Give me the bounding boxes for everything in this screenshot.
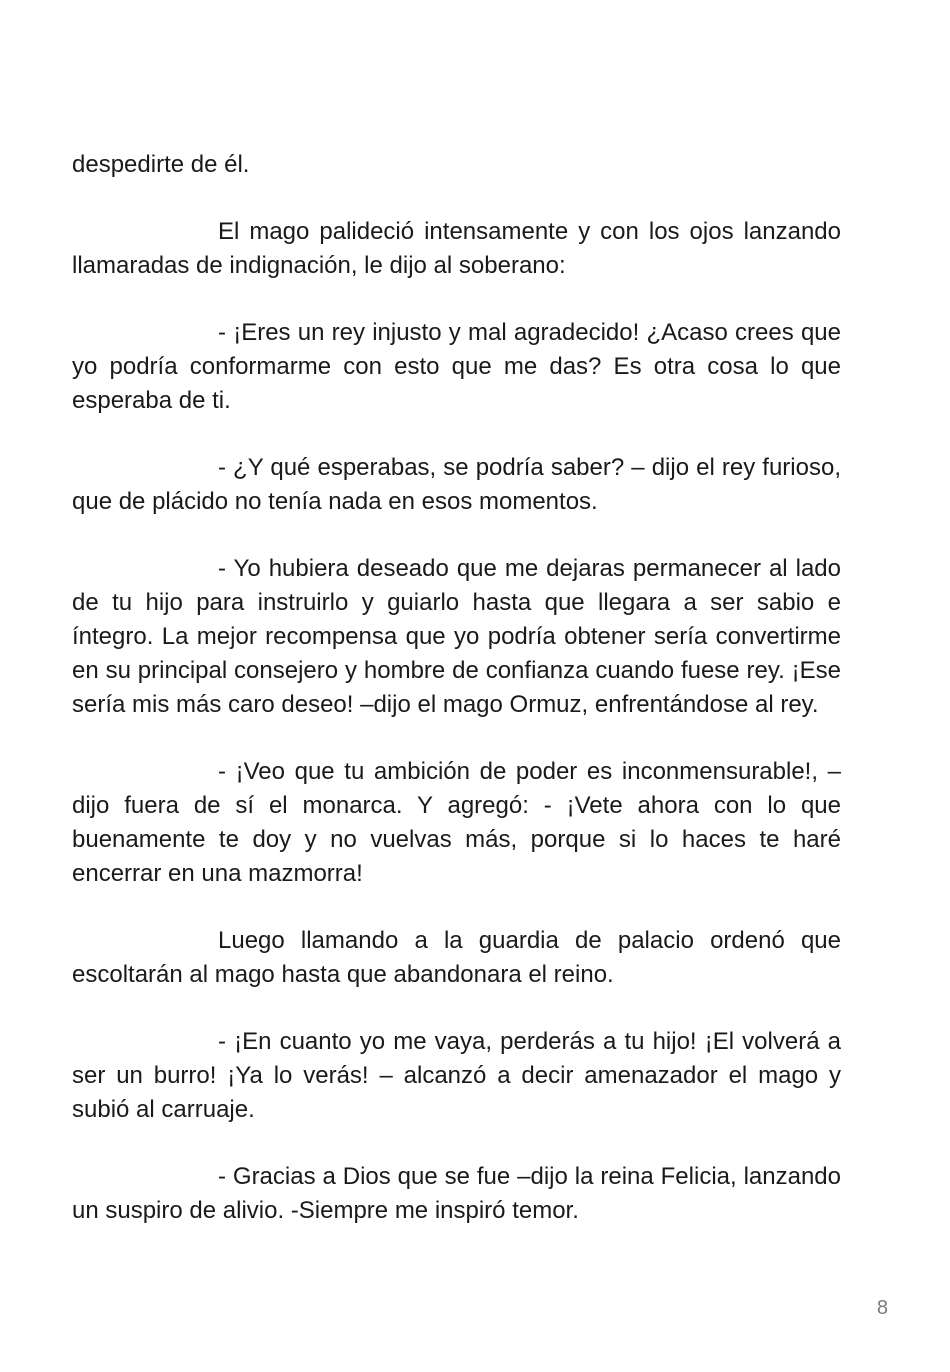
paragraph-dialogue: - ¡En cuanto yo me vaya, perderás a tu hijo! ¡El volverá a ser un burro! ¡Ya lo verás! – alcanzó a decir amenazador el mago y subió al carruaje. [72, 1028, 841, 1123]
paragraph-continuation: despedirte de él. [72, 151, 250, 178]
paragraph-narration: El mago palideció intensamente y con los ojos lanzando llamaradas de indignación, le dijo al soberano: [72, 218, 841, 279]
page-body [72, 148, 841, 1261]
paragraph-dialogue: - ¡Eres un rey injusto y mal agradecido! ¿Acaso crees que yo podría conformarme con esto que me das? Es otra cosa lo que esperaba de ti. [72, 319, 841, 414]
page-number: 8 [876, 1297, 888, 1319]
paragraph-dialogue: - Yo hubiera deseado que me dejaras permanecer al lado de tu hijo para instruirlo y guiarlo hasta que llegara a ser sabio e íntegro. La mejor recompensa que yo podría obtener sería convertirme en su principal consejero y hombre de confianza cuando fuese rey. ¡Ese sería mis más caro deseo! –dijo el mago Ormuz, enfrentándose al rey. [72, 555, 841, 718]
paragraph-dialogue: - ¿Y qué esperabas, se podría saber? – dijo el rey furioso, que de plácido no tenía nada en esos momentos. [72, 454, 841, 515]
paragraph-dialogue: - ¡Veo que tu ambición de poder es inconmensurable!, – dijo fuera de sí el monarca. Y agregó: - ¡Vete ahora con lo que buenamente te doy y no vuelvas más, porque si lo haces te haré encerrar en una mazmorra! [72, 758, 841, 887]
paragraph-narration: Luego llamando a la guardia de palacio ordenó que escoltarán al mago hasta que abandonara el reino. [72, 927, 841, 988]
paragraph-dialogue: - Gracias a Dios que se fue –dijo la reina Felicia, lanzando un suspiro de alivio. -Siempre me inspiró temor. [72, 1163, 841, 1224]
